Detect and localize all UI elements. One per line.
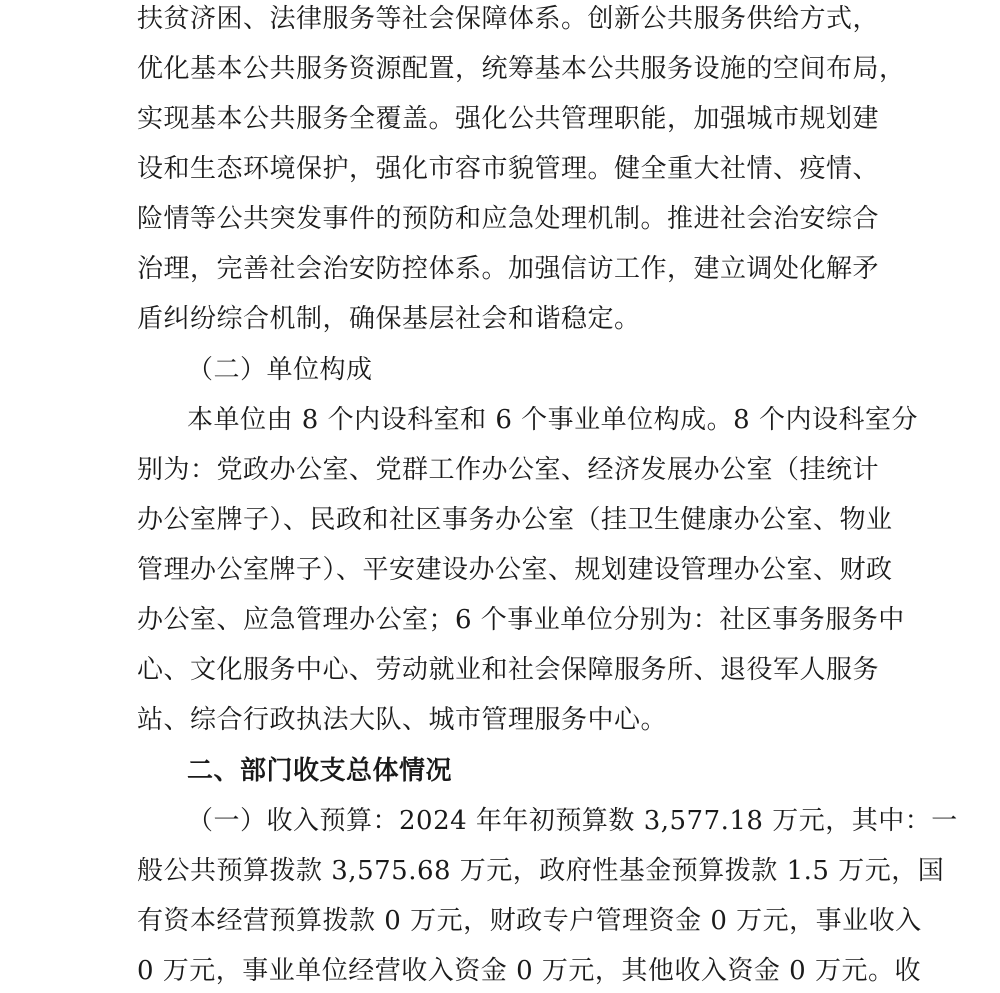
- section-heading: 二、部门收支总体情况: [187, 756, 453, 786]
- paragraph-line: 0 万元，事业单位经营收入资金 0 万元，其他收入资金 0 万元。收: [137, 956, 921, 986]
- paragraph-line: 管理办公室牌子）、平安建设办公室、规划建设管理办公室、财政: [137, 555, 893, 585]
- paragraph-line: 心、文化服务中心、劳动就业和社会保障服务所、退役军人服务: [137, 655, 880, 685]
- paragraph-line: 优化基本公共服务资源配置，统筹基本公共服务设施的空间布局，: [137, 54, 906, 84]
- paragraph-line: 实现基本公共服务全覆盖。强化公共管理职能，加强城市规划建: [137, 104, 880, 134]
- paragraph-line: 般公共预算拨款 3,575.68 万元，政府性基金预算拨款 1.5 万元，国: [137, 856, 945, 886]
- paragraph-line: 别为：党政办公室、党群工作办公室、经济发展办公室（挂统计: [137, 455, 880, 485]
- paragraph-line: （一）收入预算：2024 年年初预算数 3,577.18 万元，其中：一: [187, 806, 958, 836]
- paragraph-line: 有资本经营预算拨款 0 万元，财政专户管理资金 0 万元，事业收入: [137, 906, 922, 936]
- paragraph-line: 设和生态环境保护，强化市容市貌管理。健全重大社情、疫情、: [137, 154, 880, 184]
- section-subheading: （二）单位构成: [187, 355, 373, 385]
- paragraph-line: 扶贫济困、法律服务等社会保障体系。创新公共服务供给方式，: [137, 4, 880, 34]
- paragraph-line: 险情等公共突发事件的预防和应急处理机制。推进社会治安综合: [137, 204, 880, 234]
- paragraph-line: 办公室牌子）、民政和社区事务办公室（挂卫生健康办公室、物业: [137, 505, 893, 535]
- paragraph-line: 本单位由 8 个内设科室和 6 个事业单位构成。8 个内设科室分: [187, 405, 918, 435]
- paragraph-line: 治理，完善社会治安防控体系。加强信访工作，建立调处化解矛: [137, 254, 880, 284]
- paragraph-line: 站、综合行政执法大队、城市管理服务中心。: [137, 705, 668, 735]
- paragraph-line: 盾纠纷综合机制，确保基层社会和谐稳定。: [137, 304, 641, 334]
- paragraph-line: 办公室、应急管理办公室；6 个事业单位分别为：社区事务服务中: [137, 605, 905, 635]
